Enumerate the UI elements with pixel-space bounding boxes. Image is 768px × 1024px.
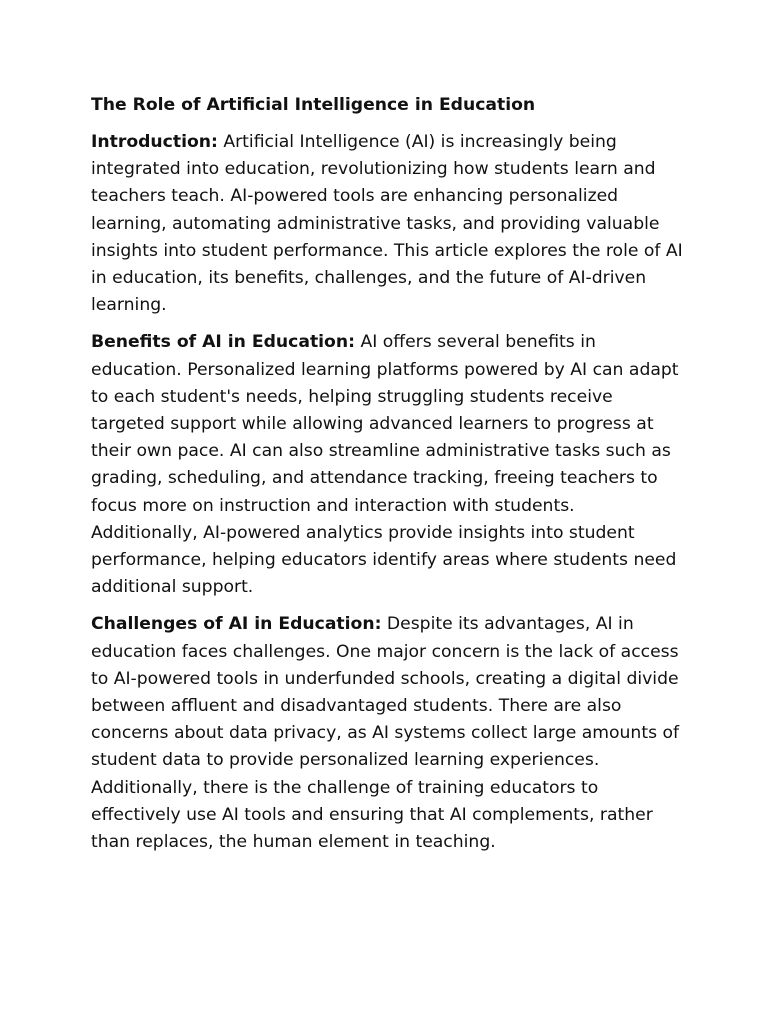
- section-body: AI offers several benefits in education. Personalized learning platforms powered by AI can adapt to each student's needs, helping struggling students receive targeted support while allowing advanced learners to progress at their own pace. AI can also streamline administrative tasks such as grading, scheduling, and attendance tracking, freeing teachers to focus more on instruction and interaction with students. Additionally, AI-powered analytics provide insights into student performance, helping educators identify areas where students need additional support.: [91, 332, 679, 598]
- section-body: Artificial Intelligence (AI) is increasingly being integrated into education, revolutionizing how students learn and teachers teach. AI-powered tools are enhancing personalized learning, automating administrative tasks, and providing valuable insights into student performance. This article explores the role of AI in education, its benefits, challenges, and the future of AI-driven learning.: [91, 132, 683, 316]
- section-introduction: [91, 129, 683, 319]
- section-benefits: [91, 329, 683, 601]
- document-page: [91, 93, 683, 866]
- document-title: The Role of Artificial Intelligence in Education: [91, 95, 536, 115]
- section-heading: Benefits of AI in Education:: [91, 332, 355, 353]
- section-heading: Challenges of AI in Education:: [91, 614, 382, 635]
- section-body: Despite its advantages, AI in education faces challenges. One major concern is the lack of access to AI-powered tools in underfunded schools, creating a digital divide between affluent and disadvantaged students. There are also concerns about data privacy, as AI systems collect large amounts of student data to provide personalized learning experiences. Additionally, there is the challenge of training educators to effectively use AI tools and ensuring that AI complements, rather than replaces, the human element in teaching.: [91, 614, 680, 853]
- section-challenges: [91, 611, 683, 856]
- section-heading: Introduction:: [91, 132, 218, 152]
